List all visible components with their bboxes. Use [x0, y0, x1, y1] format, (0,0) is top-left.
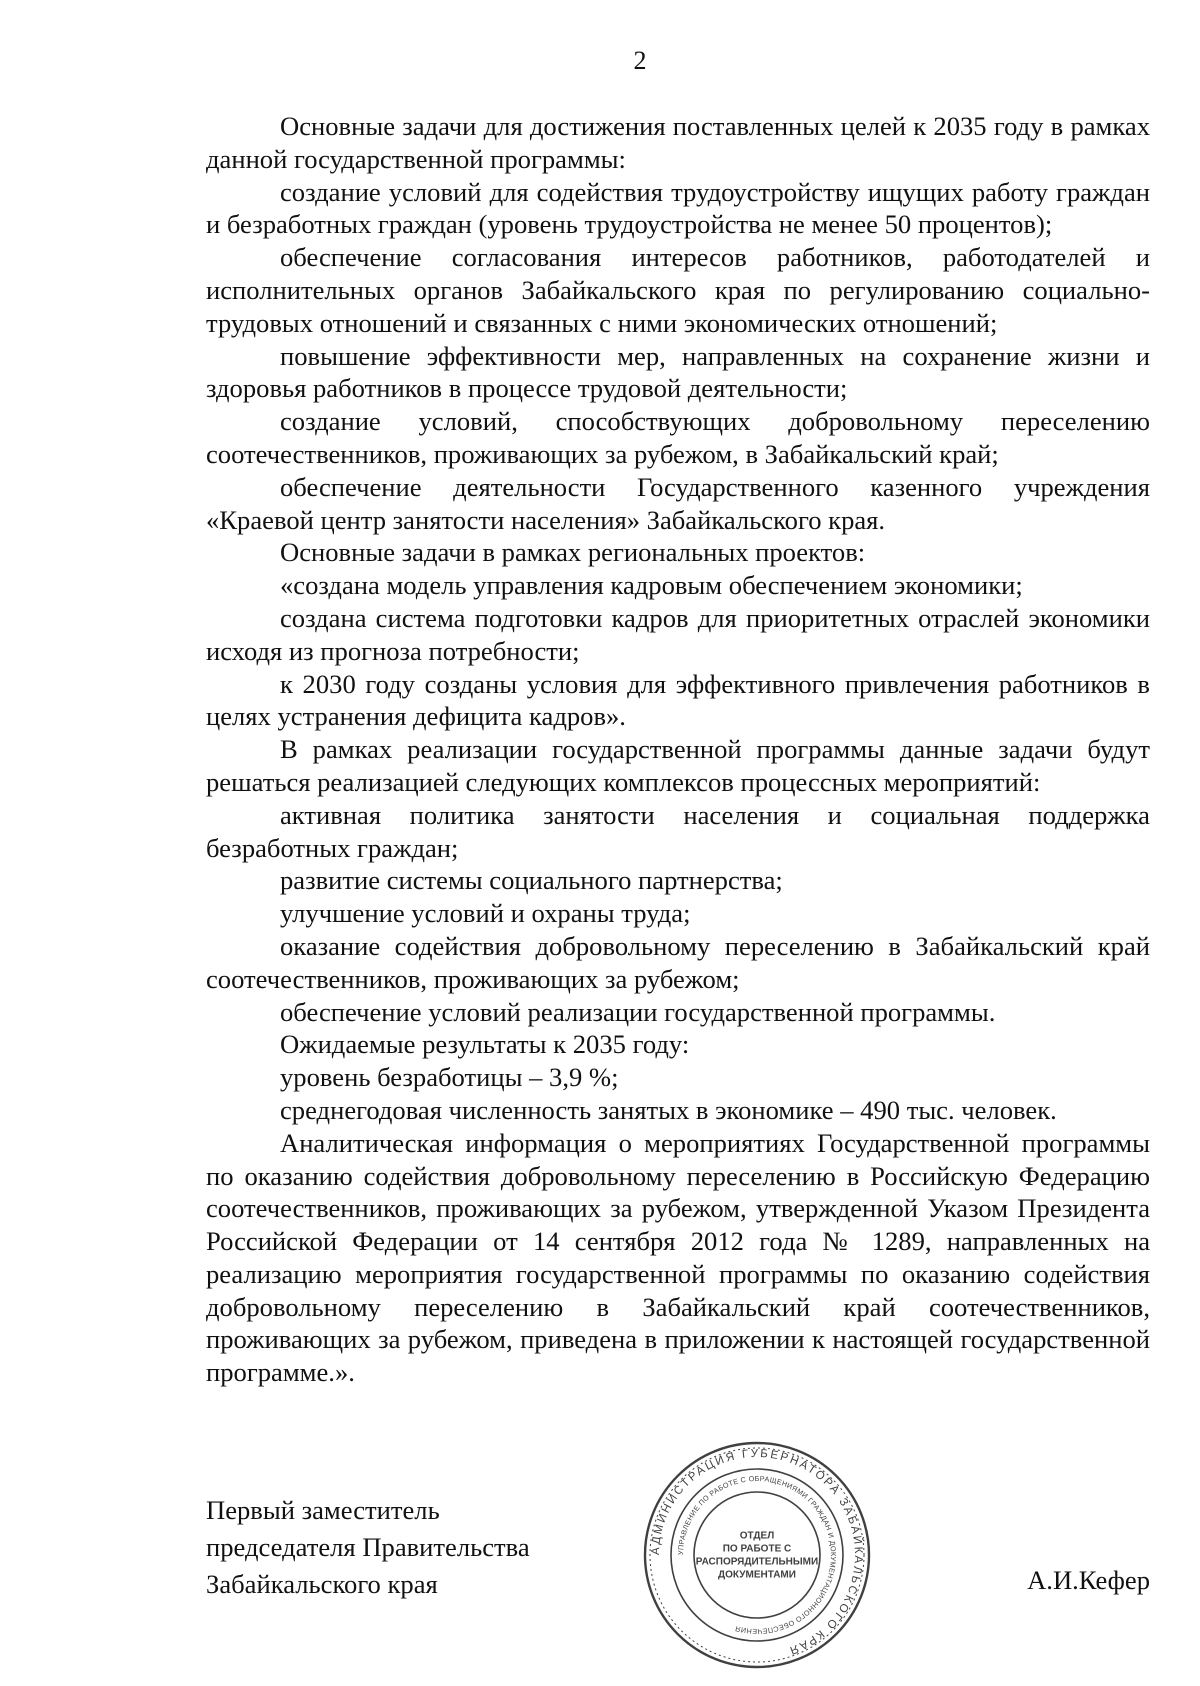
- paragraph-process-activities-intro: В рамках реализации государственной программы данные задачи будут решаться реализацией следующих комплексов процессных мероприятий:: [206, 734, 1150, 797]
- paragraph-employment-center: обеспечение деятельности Государственного казенного учреждения «Краевой центр занятости населения» Забайкальского края.: [206, 471, 1150, 535]
- signer-title: [206, 1492, 530, 1603]
- paragraph-personnel-model: «создана модель управления кадровым обеспечением экономики;: [280, 570, 1023, 601]
- stamp-center-line: ПО РАБОТЕ С: [722, 1543, 792, 1555]
- document-body: [206, 110, 1150, 1389]
- stamp-center-line: РАСПОРЯДИТЕЛЬНЫМИ: [695, 1556, 819, 1568]
- svg-text:УПРАВЛЕНИЕ ПО РАБОТЕ С ОБРАЩЕН: УПРАВЛЕНИЕ ПО РАБОТЕ С ОБРАЩЕНИЯМИ ГРАЖДАН И ДОКУМЕНТАЦИОННОГО ОБЕСПЕЧЕНИЯ: [675, 1473, 839, 1637]
- paragraph-training-system: создана система подготовки кадров для приоритетных отраслей экономики исходя из прогноза потребности;: [206, 602, 1150, 666]
- official-seal-stamp: [642, 1440, 872, 1670]
- paragraph-expected-results-intro: Ожидаемые результаты к 2035 году:: [280, 1029, 690, 1060]
- paragraph-active-employment-policy: активная политика занятости населения и социальная поддержка безработных граждан;: [206, 799, 1150, 863]
- paragraph-regional-projects-intro: Основные задачи в рамках региональных проектов:: [280, 537, 866, 568]
- page-number: 2: [633, 46, 647, 75]
- paragraph-resettlement-assistance: оказание содействия добровольному переселению в Забайкальский край соотечественников, проживающих за рубежом;: [206, 930, 1150, 994]
- signer-title-line: Забайкальского края: [206, 1569, 438, 1599]
- signer-title-line: председателя Правительства: [206, 1532, 530, 1562]
- paragraph-analytical-information: Аналитическая информация о мероприятиях Государственной программы по оказанию содействия добровольному переселению в Российскую Федерацию соотечественников, проживающих за рубежом, утвержденной Указом Президента Российской Федерации от 14 сентября 2012 года № 1289, направленных на реализацию мероприятия государственной программы по оказанию содействия добровольному переселению в Забайкальский край соотечественников, проживающих за рубежом, приведена в приложении к настоящей государственной программе.».: [206, 1127, 1150, 1388]
- paragraph-interests-coordination: обеспечение согласования интересов работников, работодателей и исполнительных органов Забайкальского края по регулированию социально-трудовых отношений и связанных с ними экономических отношений;: [206, 242, 1150, 338]
- paragraph-average-employment: среднегодовая численность занятых в экономике – 490 тыс. человек.: [280, 1094, 1057, 1125]
- paragraph-worker-safety: повышение эффективности мер, направленных на сохранение жизни и здоровья работников в процессе трудовой деятельности;: [206, 340, 1150, 404]
- paragraph-social-partnership: развитие системы социального партнерства;: [280, 865, 783, 896]
- paragraph-resettlement-conditions: создание условий, способствующих добровольному переселению соотечественников, проживающих за рубежом, в Забайкальский край;: [206, 406, 1150, 469]
- signer-title-line: Первый заместитель: [206, 1495, 440, 1525]
- paragraph-2030-conditions: к 2030 году созданы условия для эффективного привлечения работников в целях устранения дефицита кадров».: [206, 668, 1150, 732]
- paragraph-program-implementation: обеспечение условий реализации государственной программы.: [280, 996, 996, 1027]
- stamp-center-line: ОТДЕЛ: [739, 1530, 775, 1542]
- paragraph-labor-conditions: улучшение условий и охраны труда;: [280, 898, 691, 929]
- paragraph-main-tasks-intro: Основные задачи для достижения поставленных целей к 2035 году в рамках данной государственной программы:: [206, 111, 1150, 174]
- stamp-center-line: ДОКУМЕНТАМИ: [718, 1569, 796, 1581]
- paragraph-employment-assistance: создание условий для содействия трудоустройству ищущих работу граждан и безработных граждан (уровень трудоустройства не менее 50 процентов);: [206, 176, 1150, 240]
- paragraph-unemployment-rate: уровень безработицы – 3,9 %;: [280, 1062, 619, 1093]
- svg-text:АДМИНИСТРАЦИЯ ГУБЕРНАТОРА ЗАБА: АДМИНИСТРАЦИЯ ГУБЕРНАТОРА ЗАБАЙКАЛЬСКОГО КРАЯ: [649, 1447, 865, 1657]
- signer-name: А.И.Кефер: [1027, 1565, 1150, 1595]
